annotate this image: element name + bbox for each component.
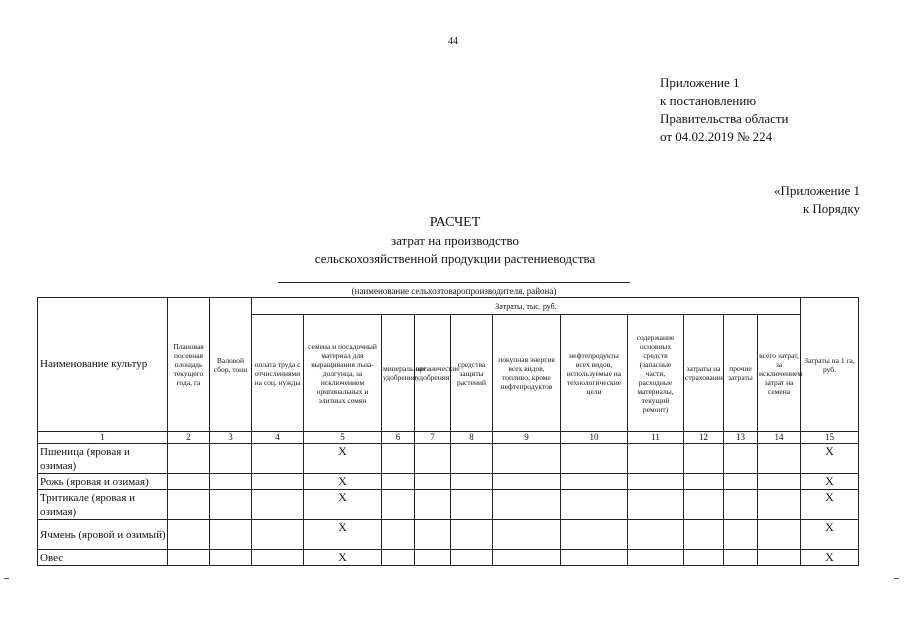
table-cell: [252, 550, 304, 566]
table-cell: [493, 490, 561, 520]
header-plant-protection: средства защиты растений: [451, 315, 493, 432]
not-applicable-mark: X: [304, 444, 382, 474]
table-cell: [628, 474, 684, 490]
table-cell: [382, 474, 415, 490]
table-cell: [628, 550, 684, 566]
crop-name-cell: Ячмень (яровой и озимый): [38, 520, 168, 550]
table-cell: [561, 490, 628, 520]
table-cell: [724, 550, 758, 566]
table-cell: [451, 520, 493, 550]
column-number: 12: [684, 432, 724, 444]
table-cell: [252, 520, 304, 550]
edge-mark-right: [894, 578, 899, 579]
table-cell: [415, 474, 451, 490]
appendix-line: к постановлению: [660, 93, 757, 108]
table-cell: [758, 474, 801, 490]
crop-name-cell: Тритикале (яровая и озимая): [38, 490, 168, 520]
table-cell: [451, 444, 493, 474]
table-cell: [561, 474, 628, 490]
table-cell: [210, 444, 252, 474]
table-cell: [210, 520, 252, 550]
header-insurance: затраты на страхование: [684, 315, 724, 432]
not-applicable-mark: X: [801, 520, 859, 550]
table-cell: [684, 444, 724, 474]
not-applicable-mark: X: [801, 550, 859, 566]
table-cell: [168, 550, 210, 566]
column-number: 9: [493, 432, 561, 444]
appendix-order-line: к Порядку: [802, 201, 860, 216]
table-cell: [451, 550, 493, 566]
table-cell: [210, 474, 252, 490]
table-cell: [628, 520, 684, 550]
table-cell: [684, 490, 724, 520]
table-cell: [451, 490, 493, 520]
table-cell: [493, 550, 561, 566]
column-number: 5: [304, 432, 382, 444]
table-cell: [382, 520, 415, 550]
header-mineral-fertilizers: минеральные удобрения: [382, 315, 415, 432]
table-cell: [684, 474, 724, 490]
not-applicable-mark: X: [801, 474, 859, 490]
table-cell: [684, 550, 724, 566]
table-cell: [382, 490, 415, 520]
producer-caption: (наименование сельхозтоваропроизводителя, района): [351, 286, 557, 296]
table-cell: [628, 444, 684, 474]
crop-name-cell: Пшеница (яровая и озимая): [38, 444, 168, 474]
column-number: 15: [801, 432, 859, 444]
not-applicable-mark: X: [801, 490, 859, 520]
not-applicable-mark: X: [304, 520, 382, 550]
header-total-costs: всего затрат, за исключением затрат на семена: [758, 315, 801, 432]
column-number: 13: [724, 432, 758, 444]
producer-name-line: [278, 282, 630, 283]
table-cell: [382, 550, 415, 566]
appendix-line: Правительства области: [660, 111, 789, 126]
table-cell: [415, 550, 451, 566]
appendix-order-line: «Приложение 1: [773, 183, 860, 198]
table-cell: [168, 520, 210, 550]
table-cell: [493, 520, 561, 550]
column-number: 3: [210, 432, 252, 444]
header-petroleum: нефтепродукты всех видов, используемые на технологические цели: [561, 315, 628, 432]
header-energy-fuel: покупная энергия всех видов, топливо, кроме нефтепродуктов: [493, 315, 561, 432]
appendix-line: Приложение 1: [660, 75, 740, 90]
table-row: [38, 520, 859, 550]
header-planned-area: Плановая посевная площадь текущего года, га: [168, 298, 210, 432]
table-row: [38, 550, 859, 566]
not-applicable-mark: X: [801, 444, 859, 474]
edge-mark-left: [4, 578, 9, 579]
header-crop-name: Наименование культур: [38, 298, 168, 432]
table-cell: [210, 490, 252, 520]
header-labor-costs: оплата труда с отчислениями на соц. нужды: [252, 315, 304, 432]
table-cell: [415, 520, 451, 550]
page-number: 44: [448, 36, 458, 47]
table-cell: [415, 444, 451, 474]
table-cell: [382, 444, 415, 474]
table-cell: [684, 520, 724, 550]
title-line-2: затрат на производство: [390, 233, 520, 248]
table-cell: [252, 444, 304, 474]
table-cell: [561, 444, 628, 474]
table-cell: [252, 490, 304, 520]
column-number: 10: [561, 432, 628, 444]
column-number: 6: [382, 432, 415, 444]
table-cell: [724, 490, 758, 520]
header-seeds: семена и посадочный материал для выращивания льна-долгунца, за исключением оригинальных и элитных семян: [304, 315, 382, 432]
appendix-order-block: [774, 182, 860, 218]
header-costs-group: Затраты, тыс. руб.: [252, 298, 801, 315]
header-organic-fertilizers: органические удобрения: [415, 315, 451, 432]
header-fixed-assets: содержание основных средств (запасные части, расходные материалы, текущий ремонт): [628, 315, 684, 432]
crop-name-cell: Рожь (яровая и озимая): [38, 474, 168, 490]
table-cell: [628, 490, 684, 520]
table-cell: [724, 444, 758, 474]
not-applicable-mark: X: [304, 490, 382, 520]
table-cell: [561, 550, 628, 566]
title-line-3: сельскохозяйственной продукции растениеводства: [314, 251, 596, 266]
column-number: 4: [252, 432, 304, 444]
column-number: 11: [628, 432, 684, 444]
table-row: [38, 474, 859, 490]
table-cell: [758, 520, 801, 550]
not-applicable-mark: X: [304, 474, 382, 490]
header-cost-per-ha: Затраты на 1 га, руб.: [801, 298, 859, 432]
column-number: 14: [758, 432, 801, 444]
column-number: 2: [168, 432, 210, 444]
table-body: [38, 444, 859, 566]
table-cell: [451, 474, 493, 490]
column-number: 1: [38, 432, 168, 444]
table-cell: [168, 444, 210, 474]
table-cell: [493, 444, 561, 474]
appendix-block: [660, 74, 789, 146]
table-cell: [168, 490, 210, 520]
table-row: [38, 444, 859, 474]
table-cell: [561, 520, 628, 550]
table-cell: [415, 490, 451, 520]
not-applicable-mark: X: [304, 550, 382, 566]
table-cell: [724, 474, 758, 490]
appendix-line: от 04.02.2019 № 224: [660, 129, 773, 144]
header-gross-harvest: Валовой сбор, тонн: [210, 298, 252, 432]
table-cell: [724, 520, 758, 550]
title-line-1: РАСЧЕТ: [429, 215, 481, 230]
header-other-costs: прочие затраты: [724, 315, 758, 432]
table-cell: [210, 550, 252, 566]
table-cell: [758, 444, 801, 474]
table-cell: [252, 474, 304, 490]
crop-name-cell: Овес: [38, 550, 168, 566]
table-cell: [758, 490, 801, 520]
table-row: [38, 490, 859, 520]
cost-calculation-table: [37, 297, 859, 566]
column-number: 7: [415, 432, 451, 444]
table-cell: [168, 474, 210, 490]
table-cell: [758, 550, 801, 566]
table-cell: [493, 474, 561, 490]
column-number: 8: [451, 432, 493, 444]
document-title: [230, 214, 680, 268]
